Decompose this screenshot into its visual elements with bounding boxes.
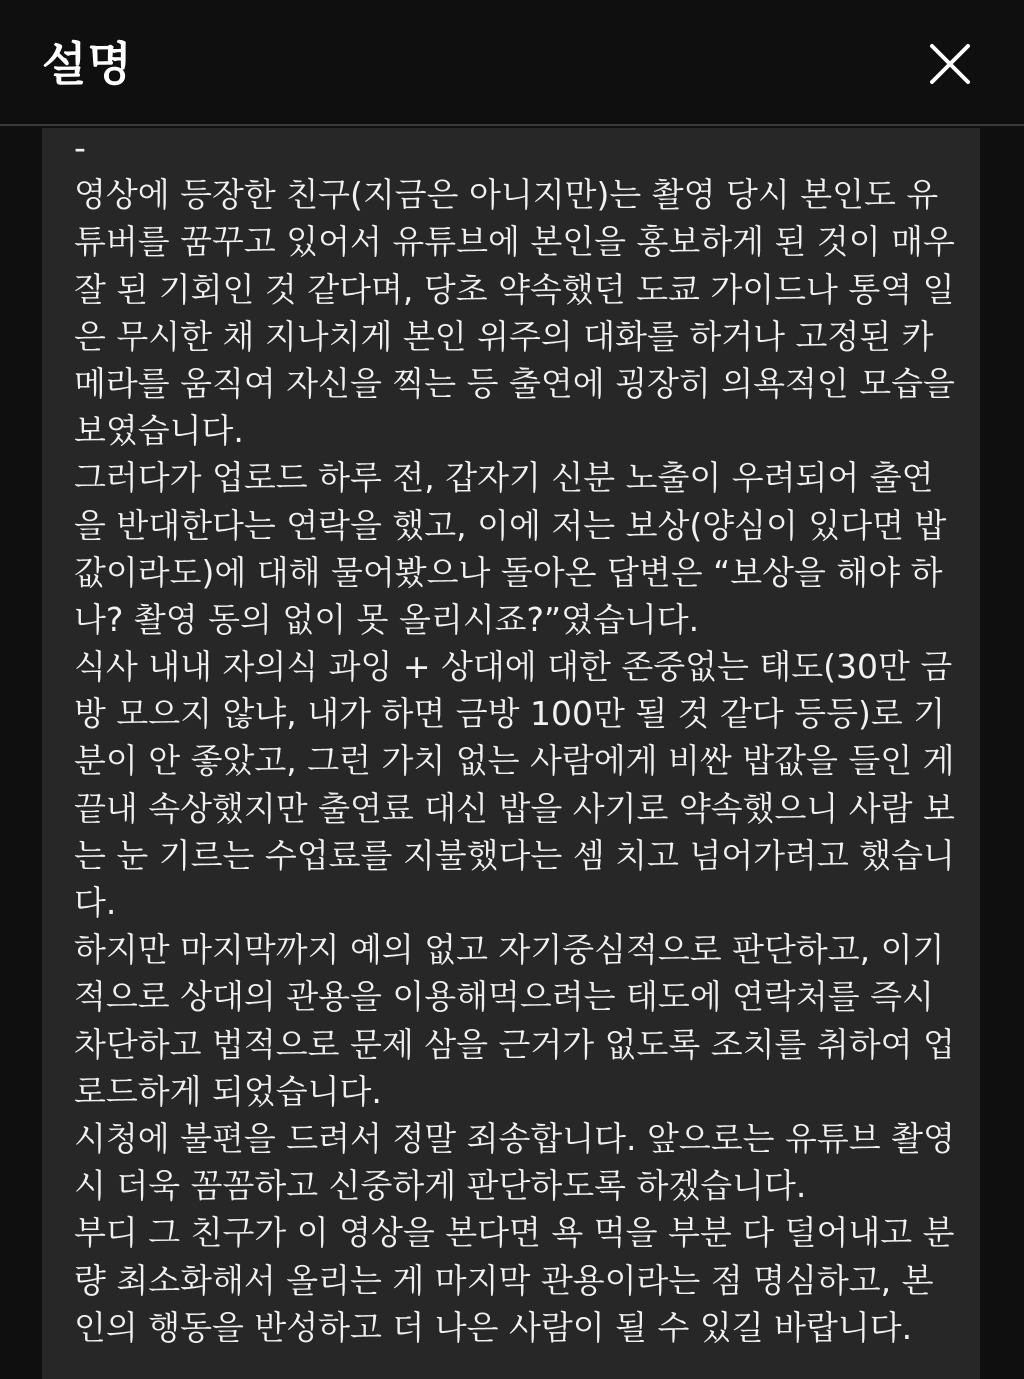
description-line: 은 무시한 채 지나치게 본인 위주의 대화를 하거나 고정된 카 [74, 316, 934, 356]
description-line: 시청에 불편을 드려서 정말 죄송합니다. 앞으로는 유튜브 촬영 [74, 1118, 955, 1158]
description-line: 인의 행동을 반성하고 더 나은 사람이 될 수 있길 바랍니다. [74, 1307, 913, 1347]
description-line: 끝내 속상했지만 출연료 대신 밥을 사기로 약속했으니 사람 보 [74, 788, 955, 828]
description-line: 시 더욱 꼼꼼하고 신중하게 판단하도록 하겠습니다. [74, 1166, 807, 1206]
description-line: 다. [74, 883, 117, 922]
description-line: 을 반대한다는 연락을 했고, 이에 저는 보상(양심이 있다면 밥 [74, 505, 947, 545]
description-line: 하지만 마지막까지 예의 없고 자기중심적으로 판단하고, 이기 [74, 930, 945, 970]
description-line: 튜버를 꿈꾸고 있어서 유튜브에 본인을 홍보하게 된 것이 매우 [74, 222, 955, 262]
description-line: 로드하게 되었습니다. [74, 1071, 382, 1111]
description-line: - [74, 128, 86, 167]
page-title: 설명 [42, 37, 133, 91]
description-line: 분이 안 좋았고, 그런 가치 없는 사람에게 비싼 밥값을 들인 게 [74, 741, 955, 781]
description-line: 적으로 상대의 관용을 이용해먹으려는 태도에 연락처를 즉시 [74, 977, 934, 1017]
description-panel[interactable] [42, 128, 980, 1379]
description-line: 보였습니다. [74, 411, 244, 451]
close-icon [918, 32, 982, 96]
description-line: 값이라도)에 대해 물어봤으나 돌아온 답변은 “보상을 해야 하 [74, 552, 943, 592]
description-line: 부디 그 친구가 이 영상을 본다면 욕 먹을 부분 다 덜어내고 분 [74, 1213, 955, 1253]
description-line: 방 모으지 않냐, 내가 하면 금방 100만 될 것 같다 등등)로 기 [74, 694, 946, 734]
description-line: 영상에 등장한 친구(지금은 아니지만)는 촬영 당시 본인도 유 [74, 175, 939, 215]
close-button[interactable] [918, 32, 982, 96]
description-line: 메라를 움직여 자신을 찍는 등 출연에 굉장히 의욕적인 모습을 [74, 363, 955, 403]
description-line: 는 눈 기르는 수업료를 지불했다는 셈 치고 넘어가려고 했습니 [74, 835, 955, 875]
description-line: 그러다가 업로드 하루 전, 갑자기 신분 노출이 우려되어 출연 [74, 458, 934, 498]
description-line: 식사 내내 자의식 과잉 + 상대에 대한 존중없는 태도(30만 금 [74, 647, 953, 687]
description-text [74, 128, 966, 1351]
description-line: 량 최소화해서 올리는 게 마지막 관용이라는 점 명심하고, 본 [74, 1260, 934, 1300]
description-line: 잘 된 기회인 것 같다며, 당초 약속했던 도쿄 가이드나 통역 일 [74, 269, 955, 309]
description-line: 나? 촬영 동의 없이 못 올리시죠?”였습니다. [74, 599, 700, 639]
description-line: 차단하고 법적으로 문제 삼을 근거가 없도록 조치를 취하여 업 [74, 1024, 955, 1064]
description-header [0, 0, 1024, 126]
